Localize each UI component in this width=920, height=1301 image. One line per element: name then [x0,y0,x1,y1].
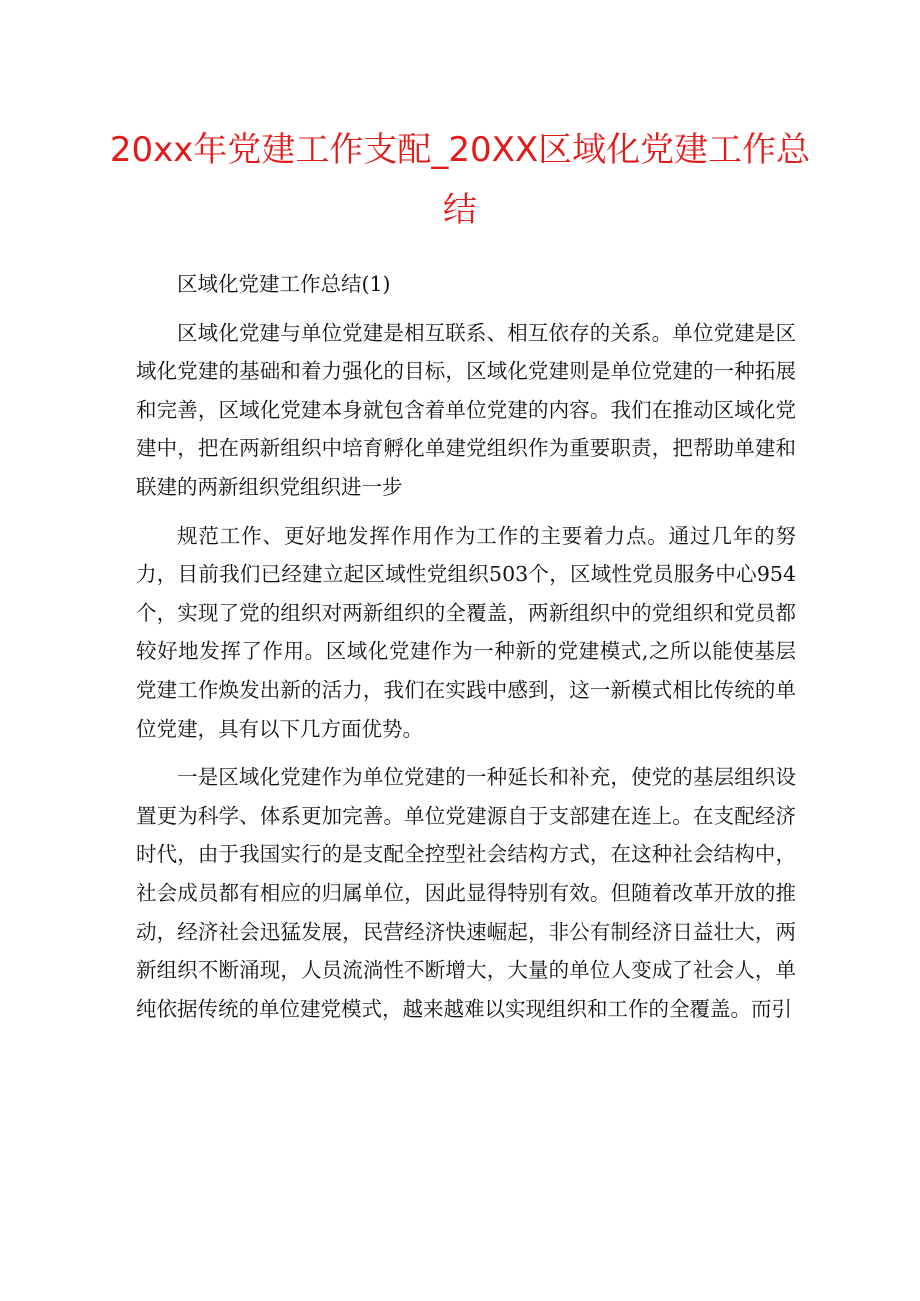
section-heading: 区域化党建工作总结(1) [177,272,391,296]
document-title: 20xx年党建工作支配_20XX区域化党建工作总结 [109,130,811,230]
document-body [136,265,796,1038]
paragraph: 规范工作、更好地发挥作用作为工作的主要着力点。通过几年的努力，目前我们已经建立起区域性党组织503个，区域性党员服务中心954个，实现了党的组织对两新组织的全覆盖，两新组织中的党组织和党员都较好地发挥了作用。区域化党建作为一种新的党建模式,之所以能使基层党建工作焕发出新的活力，我们在实践中感到，这一新模式相比传统的单位党建，具有以下几方面优势。 [136,523,796,741]
paragraph: 一是区域化党建作为单位党建的一种延长和补充，使党的基层组织设置更为科学、体系更加完善。单位党建源自于支部建在连上。在支配经济时代，由于我国实行的是支配全控型社会结构方式，在这种社会结构中，社会成员都有相应的归属单位，因此显得特别有效。但随着改革开放的推动，经济社会迅猛发展，民营经济快速崛起，非公有制经济日益壮大，两新组织不断涌现，人员流淌性不断增大，大量的单位人变成了社会人，单纯依据传统的单位建党模式，越来越难以实现组织和工作的全覆盖。而引 [136,765,796,1021]
paragraph: 区域化党建与单位党建是相互联系、相互依存的关系。单位党建是区域化党建的基础和着力强化的目标，区域化党建则是单位党建的一种拓展和完善，区域化党建本身就包含着单位党建的内容。我们在推动区域化党建中，把在两新组织中培育孵化单建党组织作为重要职责，把帮助单建和联建的两新组织党组织进一步 [136,320,796,499]
